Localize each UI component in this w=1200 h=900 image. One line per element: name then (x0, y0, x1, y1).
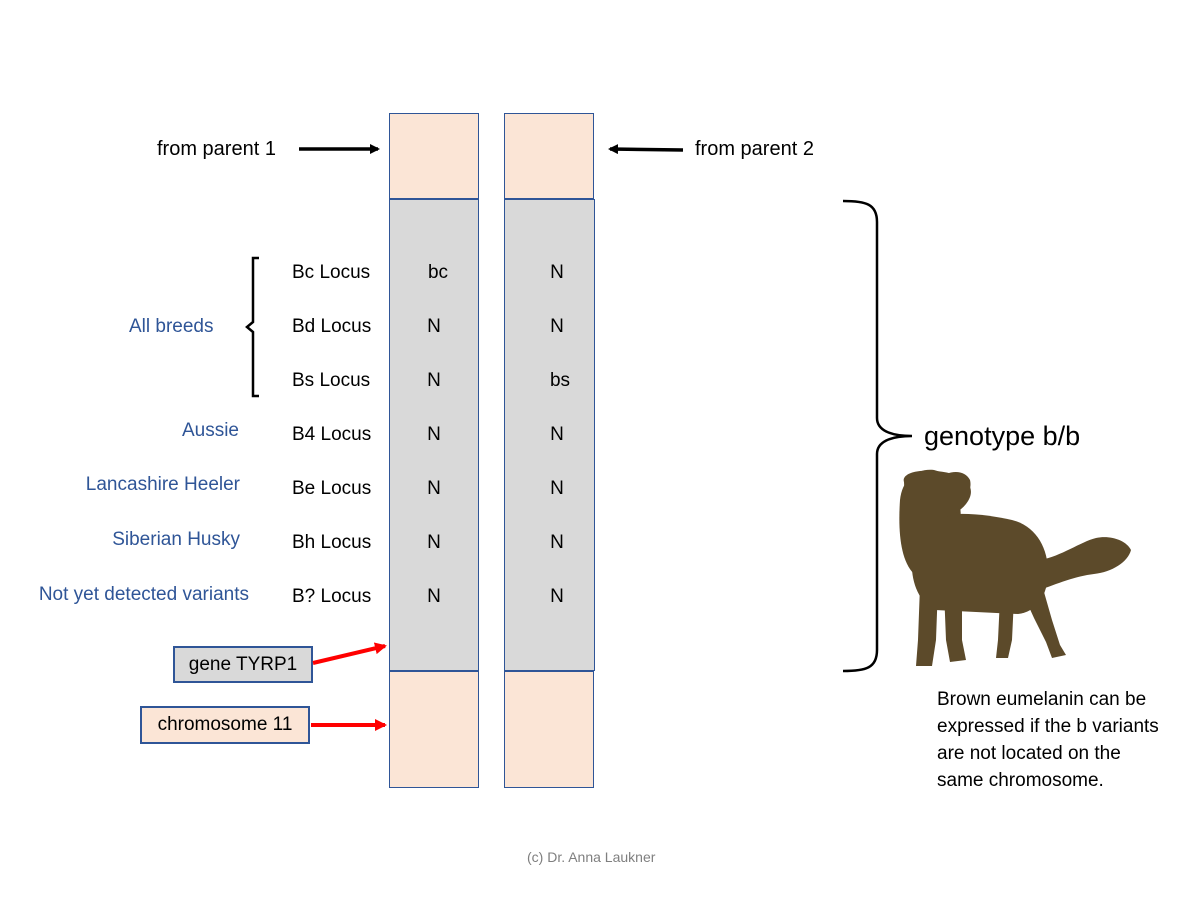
explanation-note: Brown eumelanin can be expressed if the b variants are not located on the same chromosome. (937, 689, 1159, 791)
parent-2-arrow-icon (610, 149, 683, 150)
locus-label: Bd Locus (292, 316, 372, 337)
parent-2-label: from parent 2 (695, 138, 814, 160)
locus-label: Bc Locus (292, 262, 371, 283)
all-breeds-brace (247, 258, 259, 396)
allele-parent-1: N (427, 370, 441, 391)
breed-label-not-yet-detected: Not yet detected variants (38, 584, 249, 605)
dog-silhouette-icon (899, 470, 1131, 666)
breed-label-aussie: Aussie (181, 420, 239, 441)
locus-label: B? Locus (292, 586, 372, 607)
allele-parent-2: bs (549, 370, 571, 391)
allele-parent-1: N (427, 424, 441, 445)
breed-label-siberian-husky: Siberian Husky (112, 529, 240, 550)
gene-pointer-arrow-icon (313, 646, 385, 663)
breed-label-lancashire-heeler: Lancashire Heeler (85, 474, 240, 495)
allele-parent-1: bc (427, 262, 449, 283)
allele-parent-2: N (550, 316, 564, 337)
genotype-brace (843, 201, 912, 671)
allele-parent-1: N (427, 586, 441, 607)
allele-parent-2: N (550, 586, 564, 607)
allele-parent-1: N (427, 478, 441, 499)
allele-parent-1: N (427, 316, 441, 337)
locus-label: Be Locus (292, 478, 372, 499)
allele-parent-2: N (550, 478, 564, 499)
locus-label: Bh Locus (292, 532, 372, 553)
locus-label: B4 Locus (292, 424, 372, 445)
allele-parent-2: N (550, 424, 564, 445)
allele-parent-2: N (550, 532, 564, 553)
allele-parent-1: N (427, 532, 441, 553)
genotype-label: genotype b/b (924, 421, 1081, 451)
breed-label-all-breeds: All breeds (129, 316, 214, 337)
chromosome-label-box: chromosome 11 (140, 706, 310, 744)
copyright-footer: (c) Dr. Anna Laukner (527, 849, 656, 865)
gene-label-box: gene TYRP1 (173, 646, 313, 683)
parent-1-label: from parent 1 (157, 138, 276, 160)
allele-parent-2: N (550, 262, 564, 283)
locus-label: Bs Locus (292, 370, 371, 391)
